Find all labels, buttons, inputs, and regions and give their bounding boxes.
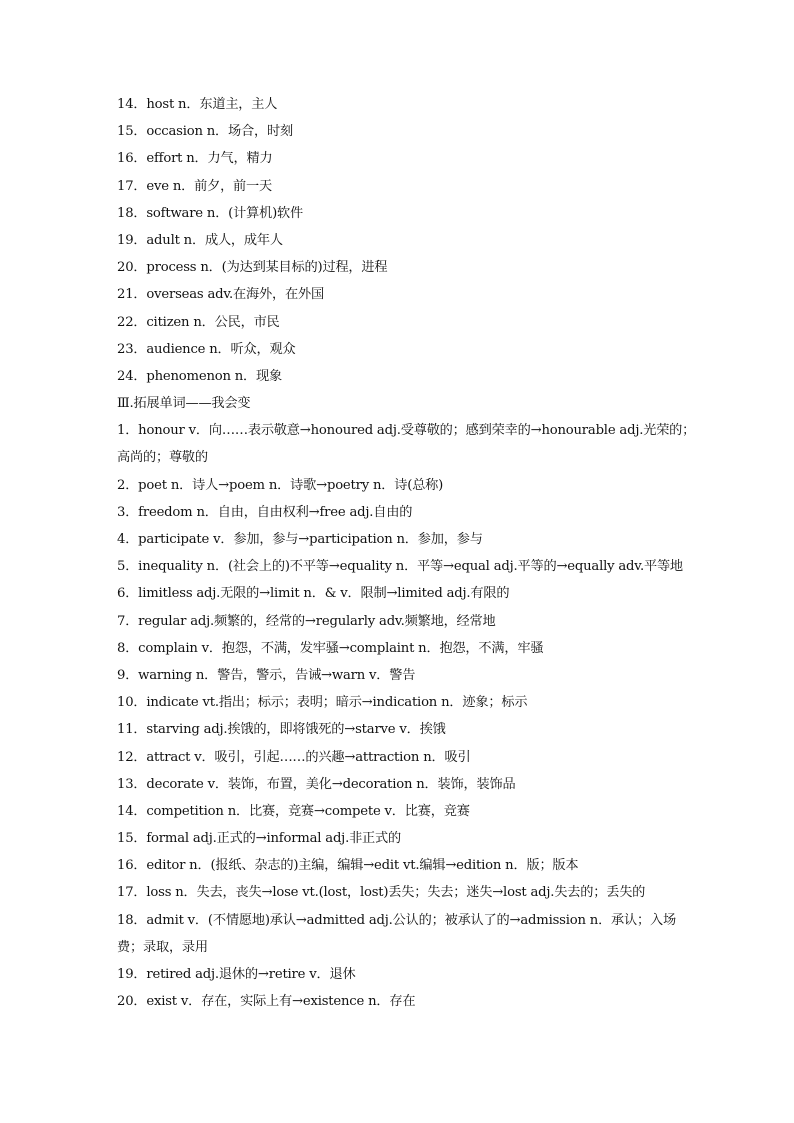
vocab-line: 17．loss n．失去，丧失→lose vt.(lost，lost)丢失；失去；迷失→lost adj.失去的；丢失的 bbox=[117, 885, 646, 901]
vocab-line: 2．poet n．诗人→poem n．诗歌→poetry n．诗(总称) bbox=[117, 477, 444, 493]
vocab-line: 16．editor n．(报纸、杂志的)主编，编辑→edit vt.编辑→edition n．版；版本 bbox=[117, 858, 579, 874]
vocab-line-continuation: 高尚的；尊敬的 bbox=[117, 450, 208, 466]
vocab-line: 1．honour v．向……表示敬意→honoured adj.受尊敬的；感到荣幸的→honourable adj.光荣的； bbox=[117, 423, 696, 439]
vocab-line-continuation: 费；录取，录用 bbox=[117, 939, 208, 955]
vocab-line: 15．formal adj.正式的→informal adj.非正式的 bbox=[117, 831, 402, 847]
vocab-line: 10．indicate vt.指出；标示；表明；暗示→indication n．迹象；标示 bbox=[117, 695, 528, 711]
vocab-line: 13．decorate v．装饰，布置，美化→decoration n．装饰，装饰品 bbox=[117, 776, 516, 792]
vocab-line: 20．process n．(为达到某目标的)过程，进程 bbox=[117, 260, 388, 276]
vocab-line: 19．retired adj.退休的→retire v．退休 bbox=[117, 967, 356, 982]
vocab-line: 11．starving adj.挨饿的，即将饿死的→starve v．挨饿 bbox=[117, 722, 446, 738]
vocab-line: 7．regular adj.频繁的，经常的→regularly adv.频繁地，经常地 bbox=[117, 613, 496, 629]
vocab-line: 15．occasion n．场合，时刻 bbox=[117, 124, 293, 140]
vocab-line: 24．phenomenon n．现象 bbox=[117, 368, 283, 384]
section-heading: Ⅲ.拓展单词——我会变 bbox=[117, 396, 251, 412]
vocab-line: 20．exist v．存在，实际上有→existence n．存在 bbox=[117, 994, 416, 1010]
vocab-line: 9．warning n．警告，警示，告诫→warn v．警告 bbox=[117, 667, 416, 683]
vocab-line: 18．admit v．(不情愿地)承认→admitted adj.公认的；被承认了的→admission n．承认；入场 bbox=[117, 912, 676, 928]
vocab-line: 8．complain v．抱怨，不满，发牢骚→complaint n．抱怨，不满，牢骚 bbox=[117, 640, 544, 656]
vocab-line: 17．eve n．前夕，前一天 bbox=[117, 178, 273, 194]
vocab-line: 5．inequality n．(社会上的)不平等→equality n．平等→equal adj.平等的→equally adv.平等地 bbox=[117, 559, 683, 575]
vocab-line: 3．freedom n．自由，自由权利→free adj.自由的 bbox=[117, 504, 413, 520]
vocab-line: 16．effort n．力气，精力 bbox=[117, 151, 273, 167]
vocab-line: 14．competition n．比赛，竞赛→compete v．比赛，竞赛 bbox=[117, 803, 470, 819]
vocab-line: 4．participate v．参加，参与→participation n．参加，参与 bbox=[117, 532, 483, 547]
vocab-line: 6．limitless adj.无限的→limit n．& v．限制→limited adj.有限的 bbox=[117, 586, 510, 602]
vocab-line: 21．overseas adv.在海外，在外国 bbox=[117, 287, 324, 303]
vocab-line: 18．software n．(计算机)软件 bbox=[117, 205, 304, 221]
vocab-line: 12．attract v．吸引，引起……的兴趣→attraction n．吸引 bbox=[117, 749, 471, 765]
vocab-line: 23．audience n．听众，观众 bbox=[117, 341, 296, 357]
vocab-line: 14．host n．东道主，主人 bbox=[117, 97, 278, 112]
vocab-line: 22．citizen n．公民，市民 bbox=[117, 314, 280, 330]
vocab-line: 19．adult n．成人，成年人 bbox=[117, 232, 283, 248]
vocabulary-list bbox=[117, 91, 696, 1015]
